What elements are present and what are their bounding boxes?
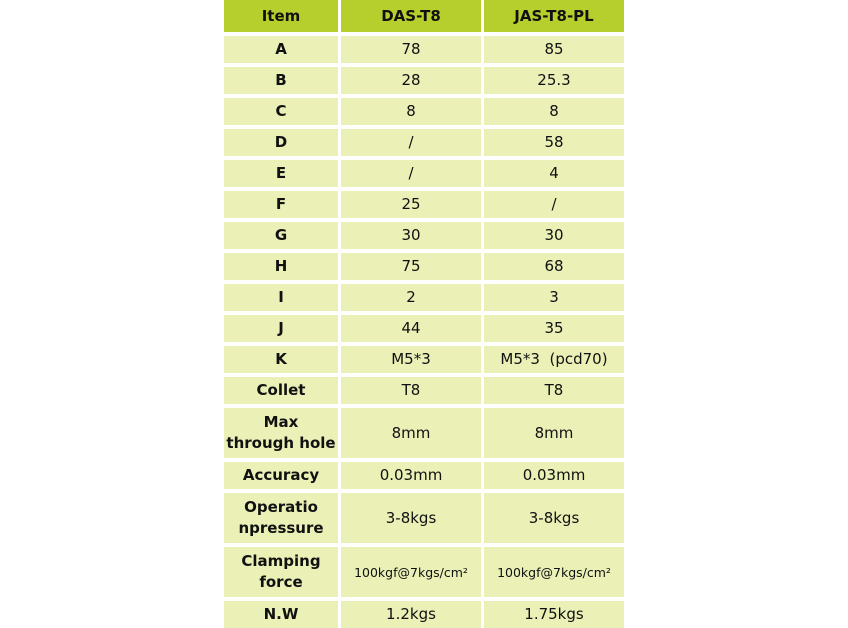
row-label-g: G (224, 222, 338, 249)
row-max-through-hole-jas: 8mm (484, 408, 624, 458)
spec-table (224, 0, 624, 628)
row-h-das: 75 (341, 253, 481, 280)
row-operation-pressure-jas: 3-8kgs (484, 493, 624, 543)
row-f-jas: / (484, 191, 624, 218)
row-label-max-through-hole (224, 408, 338, 458)
row-label-f: F (224, 191, 338, 218)
row-i-jas: 3 (484, 284, 624, 311)
row-label-j: J (224, 315, 338, 342)
row-label-i: I (224, 284, 338, 311)
row-max-through-hole-das: 8mm (341, 408, 481, 458)
row-label-k: K (224, 346, 338, 373)
row-label-accuracy: Accuracy (224, 462, 338, 489)
row-label-h: H (224, 253, 338, 280)
row-collet-jas: T8 (484, 377, 624, 404)
row-label-clamping-force (224, 547, 338, 597)
row-clamping-force-jas: 100kgf@7kgs/cm² (484, 547, 624, 597)
row-a-jas: 85 (484, 36, 624, 63)
row-label-max-line2: through hole (226, 434, 336, 452)
row-j-das: 44 (341, 315, 481, 342)
row-operation-pressure-das: 3-8kgs (341, 493, 481, 543)
row-label-d: D (224, 129, 338, 156)
row-j-jas: 35 (484, 315, 624, 342)
row-g-jas: 30 (484, 222, 624, 249)
row-k-das: M5*3 (341, 346, 481, 373)
row-nw-jas: 1.75kgs (484, 601, 624, 628)
header-das-t8: DAS-T8 (341, 0, 481, 32)
row-nw-das: 1.2kgs (341, 601, 481, 628)
row-g-das: 30 (341, 222, 481, 249)
row-label-operation-line2: npressure (238, 519, 324, 537)
row-k-jas: M5*3 (pcd70) (484, 346, 624, 373)
row-label-collet: Collet (224, 377, 338, 404)
row-e-das: / (341, 160, 481, 187)
row-collet-das: T8 (341, 377, 481, 404)
header-item: Item (224, 0, 338, 32)
row-accuracy-jas: 0.03mm (484, 462, 624, 489)
row-label-operation-line1: Operatio (244, 498, 318, 516)
row-label-nw: N.W (224, 601, 338, 628)
row-i-das: 2 (341, 284, 481, 311)
row-label-operation-pressure (224, 493, 338, 543)
row-label-a: A (224, 36, 338, 63)
row-label-b: B (224, 67, 338, 94)
row-label-clamping-line1: Clamping (241, 552, 321, 570)
row-d-das: / (341, 129, 481, 156)
row-a-das: 78 (341, 36, 481, 63)
row-label-c: C (224, 98, 338, 125)
row-clamping-force-das: 100kgf@7kgs/cm² (341, 547, 481, 597)
row-b-das: 28 (341, 67, 481, 94)
row-f-das: 25 (341, 191, 481, 218)
row-e-jas: 4 (484, 160, 624, 187)
row-h-jas: 68 (484, 253, 624, 280)
row-accuracy-das: 0.03mm (341, 462, 481, 489)
header-jas-t8-pl: JAS-T8-PL (484, 0, 624, 32)
row-label-clamping-line2: force (259, 573, 303, 591)
row-c-das: 8 (341, 98, 481, 125)
row-b-jas: 25.3 (484, 67, 624, 94)
row-d-jas: 58 (484, 129, 624, 156)
row-label-max-line1: Max (263, 413, 299, 431)
row-label-e: E (224, 160, 338, 187)
row-c-jas: 8 (484, 98, 624, 125)
